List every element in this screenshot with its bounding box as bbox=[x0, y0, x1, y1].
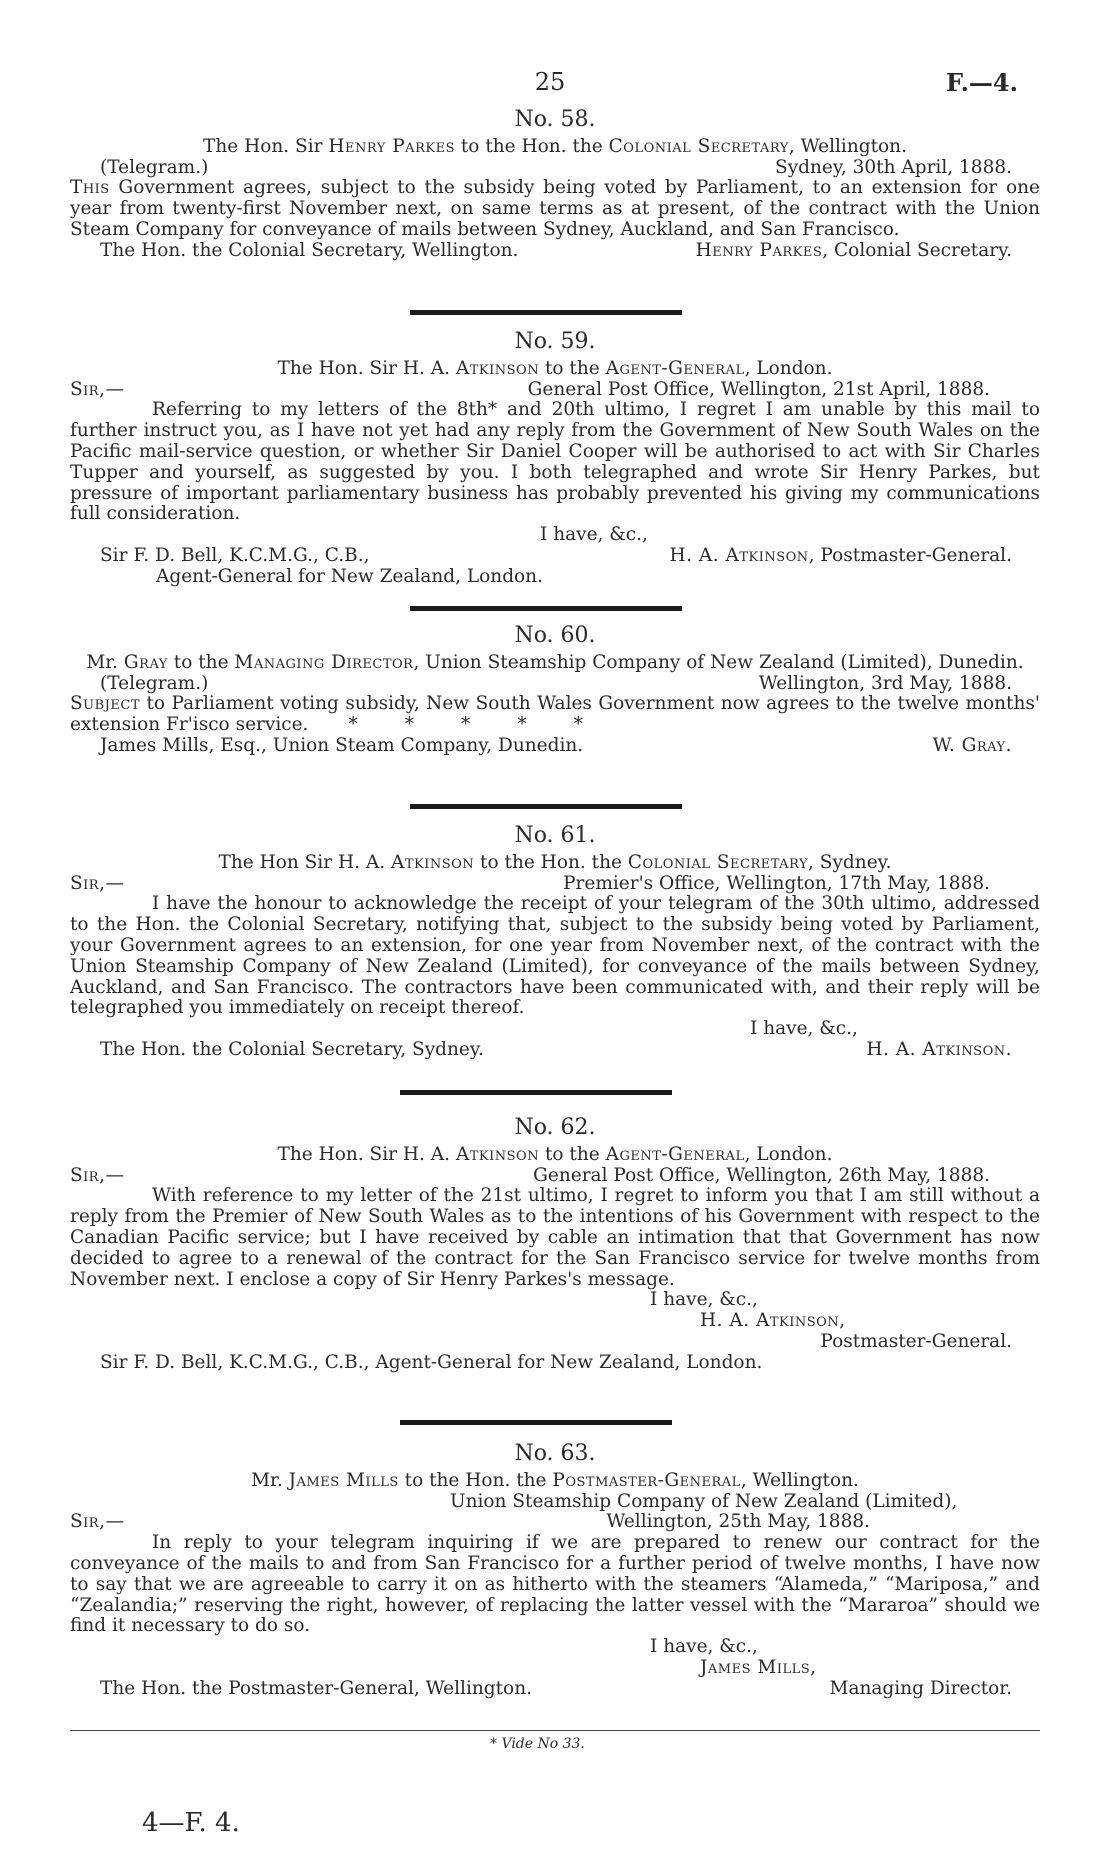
title-text: , London. bbox=[744, 357, 833, 379]
title-text: The Hon Sir H. A. bbox=[218, 851, 391, 873]
addressee: Sir F. D. Bell, K.C.M.G., C.B., bbox=[100, 544, 370, 566]
salutation: Sir,— bbox=[70, 872, 125, 894]
signer-name: H. A. Atkinson. bbox=[866, 1038, 1012, 1060]
letter-number: No. 59. bbox=[514, 329, 596, 354]
closing: I have, &c., bbox=[540, 524, 648, 546]
sender-name: Atkinson bbox=[390, 851, 475, 873]
closing: I have, &c., bbox=[650, 1289, 758, 1311]
signer-name: Henry Parkes bbox=[695, 239, 823, 261]
signer-name: James Mills, bbox=[700, 1656, 817, 1678]
title-text: to the Hon. the bbox=[454, 135, 609, 157]
dateline bbox=[70, 1512, 1040, 1533]
sender-address: Union Steamship Company of New Zealand (Limited), bbox=[450, 1490, 958, 1512]
closing-line bbox=[70, 241, 1040, 262]
dateline bbox=[70, 380, 1040, 401]
title-text: , Wellington. bbox=[740, 1469, 859, 1491]
title-text: , Wellington. bbox=[788, 135, 907, 157]
title-text: , Sydney. bbox=[808, 851, 892, 873]
letter-63 bbox=[70, 1441, 1040, 1700]
letter-title bbox=[70, 359, 1040, 380]
letter-number: No. 60. bbox=[514, 623, 596, 648]
date-place: General Post Office, Wellington, 26th May, 1888. bbox=[533, 1164, 990, 1186]
salutation: Sir,— bbox=[70, 1511, 125, 1533]
date-place: General Post Office, Wellington, 21st April, 1888. bbox=[527, 378, 990, 400]
closing: I have, &c., bbox=[650, 1636, 758, 1658]
letter-body: With reference to my letter of the 21st ultimo, I regret to inform you that I am still without a reply from the Premier of New South Wales as to the intentions of his Government with respect to the Canadian Pacific service; but I have received by cable an intimation that that Government has now decided to agree to a renewal of the contract for the San Francisco service for twelve months from November next. I enclose a copy of Sir Henry Parkes's message. bbox=[70, 1185, 1040, 1290]
title-text: , London. bbox=[744, 1143, 833, 1165]
letter-60 bbox=[70, 623, 1040, 757]
recipient-name: Agent-General bbox=[605, 357, 745, 379]
title-text: to the bbox=[167, 651, 235, 673]
title-text: The Hon. Sir bbox=[203, 135, 329, 157]
letter-title bbox=[70, 1471, 1040, 1492]
omission-stars: * * * * * bbox=[348, 714, 583, 736]
letter-number: No. 63. bbox=[514, 1441, 596, 1466]
letter-number: No. 62. bbox=[514, 1115, 596, 1140]
letter-title bbox=[70, 853, 1040, 874]
title-text: to the Hon. the bbox=[398, 1469, 553, 1491]
addressee: The Hon. the Colonial Secretary, Wellington. bbox=[100, 239, 519, 261]
title-text: to the bbox=[539, 357, 606, 379]
letter-body: I have the honour to acknowledge the receipt of your telegram of the 30th ultimo, addressed to the Hon. the Colonial Secretary, notifying that, subject to the subsidy being voted by Parliament, your Government agrees to an extension, for one year from November next, of the contract with the Union Steamship Company of New Zealand (Limited), for conveyance of the mails between Sydney, Auckland, and San Francisco. The contractors have been communicated with, and their reply will be telegraphed you immediately on receipt thereof. bbox=[70, 893, 1040, 1019]
printer-signature-mark: 4—F. 4. bbox=[142, 1808, 240, 1838]
signature bbox=[669, 546, 1012, 567]
section-divider bbox=[410, 310, 682, 315]
letter-title bbox=[70, 137, 1040, 158]
closing-line bbox=[70, 1040, 1040, 1061]
dateline bbox=[70, 674, 1040, 695]
signer-title: , Colonial Secretary. bbox=[822, 239, 1012, 261]
dateline bbox=[70, 1166, 1040, 1187]
letter-body bbox=[70, 178, 1040, 240]
section-divider bbox=[400, 1420, 672, 1425]
date-place: Wellington, 3rd May, 1888. bbox=[758, 672, 1012, 694]
title-text: to the bbox=[539, 1143, 606, 1165]
date-place: Wellington, 25th May, 1888. bbox=[606, 1511, 870, 1533]
addressee: The Hon. the Postmaster-General, Wellington. bbox=[100, 1677, 532, 1699]
title-text: Mr. bbox=[86, 651, 124, 673]
letter-number: No. 61. bbox=[514, 823, 596, 848]
section-divider bbox=[410, 606, 682, 611]
signer-title: , Postmaster-General. bbox=[808, 544, 1012, 566]
sender-name: Gray bbox=[123, 651, 168, 673]
footnote: * Vide No 33. bbox=[490, 1736, 585, 1752]
recipient-name: Agent-General bbox=[605, 1143, 745, 1165]
telegram-label: (Telegram.) bbox=[100, 672, 209, 694]
addressee: Sir F. D. Bell, K.C.M.G., C.B., Agent-General for New Zealand, London. bbox=[100, 1351, 763, 1373]
letter-58 bbox=[70, 107, 1040, 262]
addressee: The Hon. the Colonial Secretary, Sydney. bbox=[100, 1038, 484, 1060]
signer-name: H. A. Atkinson bbox=[669, 544, 809, 566]
section-divider bbox=[410, 804, 682, 809]
recipient-name: Colonial Secretary bbox=[627, 851, 809, 873]
dateline bbox=[70, 874, 1040, 895]
addressee-line-2: Agent-General for New Zealand, London. bbox=[156, 565, 543, 587]
page-number: 25 bbox=[534, 68, 566, 96]
letter-body bbox=[70, 694, 1040, 736]
closing-line bbox=[70, 546, 1040, 567]
recipient-name: Postmaster-General bbox=[552, 1469, 741, 1491]
letter-title bbox=[70, 1145, 1040, 1166]
signer-title: Postmaster-General. bbox=[820, 1330, 1012, 1352]
title-text: The Hon. Sir H. A. bbox=[277, 357, 456, 379]
document-reference: F.—4. bbox=[945, 68, 1018, 97]
addressee: James Mills, Esq., Union Steam Company, Dunedin. bbox=[100, 734, 584, 756]
footnote-rule bbox=[70, 1730, 1040, 1731]
letter-number: No. 58. bbox=[514, 107, 596, 132]
letter-body: Referring to my letters of the 8th* and 20th ultimo, I regret I am unable by this mail to further instruct you, as I have not yet had any reply from the Government of New South Wales on the Pacific mail-service question, or whether Sir Daniel Cooper will be authorised to act with Sir Charles Tupper and yourself, as suggested by you. I both telegraphed and wrote Sir Henry Parkes, but pressure of important parliamentary business has probably prevented his giving my communications full consideration. bbox=[70, 399, 1040, 525]
sender-name: James Mills bbox=[288, 1469, 399, 1491]
telegram-label: (Telegram.) bbox=[100, 156, 209, 178]
title-text: to the Hon. the bbox=[474, 851, 628, 873]
closing-line bbox=[70, 736, 1040, 757]
body-lead: Subject bbox=[70, 693, 141, 715]
closing-line bbox=[70, 1679, 1040, 1700]
letter-62 bbox=[70, 1115, 1040, 1374]
recipient-name: Managing Director bbox=[234, 651, 414, 673]
letter-61 bbox=[70, 823, 1040, 1061]
date-place: Premier's Office, Wellington, 17th May, 1888. bbox=[563, 872, 990, 894]
signer-title: Managing Director. bbox=[829, 1677, 1012, 1699]
title-text: The Hon. Sir H. A. bbox=[277, 1143, 456, 1165]
sender-name: Atkinson bbox=[455, 357, 540, 379]
body-lead: This bbox=[70, 177, 110, 199]
letter-title bbox=[70, 653, 1040, 674]
letter-59 bbox=[70, 329, 1040, 588]
title-text: , Union Steamship Company of New Zealand (Limited), Dunedin. bbox=[413, 651, 1024, 673]
section-divider bbox=[400, 1090, 672, 1095]
date-place: Sydney, 30th April, 1888. bbox=[775, 156, 1012, 178]
recipient-name: Colonial Secretary bbox=[608, 135, 789, 157]
dateline bbox=[70, 158, 1040, 179]
salutation: Sir,— bbox=[70, 1164, 125, 1186]
signer-name: W. Gray. bbox=[932, 734, 1012, 756]
title-text: Mr. bbox=[251, 1469, 289, 1491]
body-text: to Parliament voting subsidy, New South Wales Government now agrees to the twelve months' extension Fr'isco service. bbox=[70, 693, 1040, 736]
closing: I have, &c., bbox=[750, 1018, 858, 1040]
signature bbox=[696, 241, 1012, 262]
body-text: Government agrees, subject to the subsidy being voted by Parliament, to an extension for one year from twenty-first November next, on same terms as at present, of the contract with the Union Steam Company for conveyance of mails between Sydney, Auckland, and San Francisco. bbox=[70, 177, 1040, 240]
signer-name: H. A. Atkinson, bbox=[700, 1310, 846, 1332]
sender-name: Henry Parkes bbox=[328, 135, 455, 157]
salutation: Sir,— bbox=[70, 378, 125, 400]
sender-name: Atkinson bbox=[455, 1143, 540, 1165]
letter-body: In reply to your telegram inquiring if we are prepared to renew our contract for the conveyance of the mails to and from San Francisco for a further period of twelve months, I have now to say that we are agreeable to carry it on as hitherto with the steamers “Alameda,” “Mariposa,” and “Zealandia;” reserving the right, however, of replacing the latter vessel with the “Mararoa” should we find it necessary to do so. bbox=[70, 1532, 1040, 1637]
